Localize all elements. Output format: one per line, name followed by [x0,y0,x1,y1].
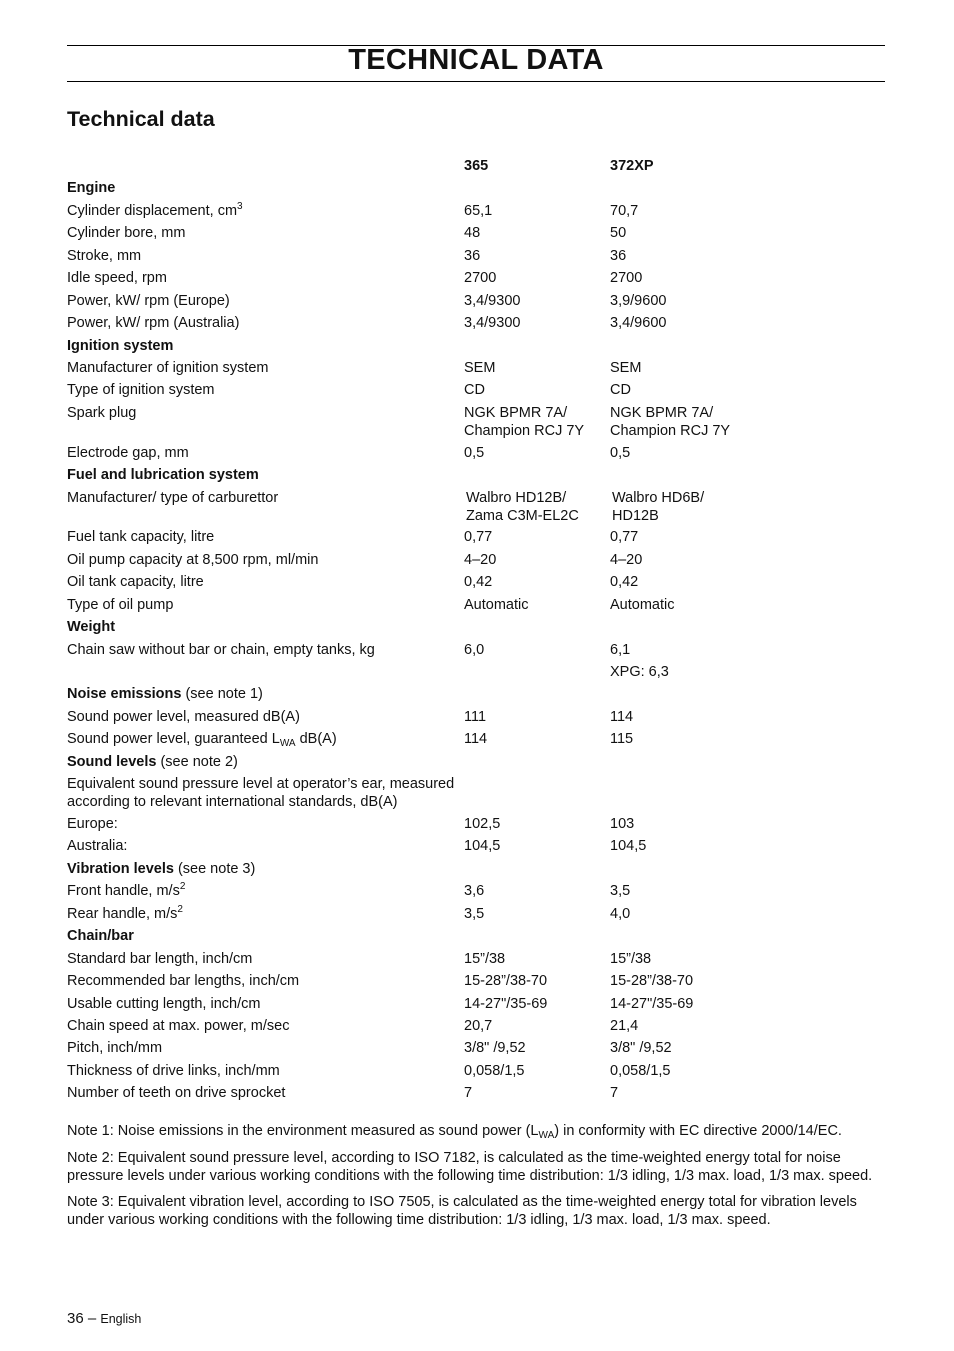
page-footer [67,1310,141,1327]
spec-value-372xp: Walbro HD6B/ HD12B [612,490,705,524]
spec-label: Cylinder displacement, $cm^3$ [67,201,243,219]
group-heading: Fuel and lubrication system [67,467,259,483]
spec-label: Spark plug [67,405,137,421]
spec-value-365: Automatic [464,597,529,613]
spec-value-372xp: 0,058/1,5 [610,1063,671,1079]
superscript: 2 [177,904,183,915]
spec-label: Idle speed, rpm [67,270,167,286]
spec-value-365: CD [464,382,485,398]
spec-label: Sound power level, measured dB(A) [67,709,300,725]
spec-value-365: 4–20 [464,552,497,568]
spec-value-365: 104,5 [464,838,501,854]
spec-label: Manufacturer of ignition system [67,360,269,376]
spec-value-372xp: 50 [610,225,627,241]
spec-value-372xp: 21,4 [610,1018,639,1034]
spec-label: Europe: [67,816,118,832]
note-1: Note 1: Noise emissions in the environment measured as sound power $(L_{WA})$ in conformity with EC directive 2000/14/EC. [67,1123,842,1141]
spec-value-365: 3,4/9300 [464,293,521,309]
spec-value-365: 0,5 [464,445,485,461]
spec-value-372xp: Automatic [610,597,675,613]
spec-value-372xp: 103 [610,816,635,832]
spec-value-365: Walbro HD12B/ Zama C3M-EL2C [466,490,579,524]
spec-label: Stroke, mm [67,248,142,264]
spec-value-365: 114 [464,731,488,747]
spec-label: Oil tank capacity, litre [67,574,204,590]
spec-value-365: 2700 [464,270,497,286]
spec-value-372xp: SEM [610,360,642,376]
spec-value-372xp: 70,7 [610,203,639,219]
spec-label: Sound power level, guaranteed $L_{WA}$ dB(A) [67,731,337,749]
spec-label: Fuel tank capacity, litre [67,529,215,545]
group-heading: Ignition system [67,338,174,354]
spec-value-365: 3/8" /9,52 [464,1040,526,1056]
spec-value-372xp: 3,4/9600 [610,315,667,331]
spec-value-372xp: 15-28”/38-70 [610,973,694,989]
header-bottom-rule [67,81,885,82]
spec-value-372xp: 14-27"/35-69 [610,996,694,1012]
spec-value-365: 15-28”/38-70 [464,973,548,989]
spec-value-372xp: 2700 [610,270,643,286]
group-heading: Chain/bar [67,928,134,944]
spec-label: Power, kW/ rpm (Europe) [67,293,230,309]
spec-label: Front handle, $m/s^2$ [67,881,186,899]
spec-value-372xp: 0,77 [610,529,639,545]
spec-value-372xp: 3,9/9600 [610,293,667,309]
spec-label: Electrode gap, mm [67,445,189,461]
spec-value-372xp: 4,0 [610,906,631,922]
spec-value-365: 14-27"/35-69 [464,996,548,1012]
spec-value-365: 15”/38 [464,951,506,967]
spec-value-365: SEM [464,360,496,376]
spec-label: Australia: [67,838,128,854]
spec-value-372xp: 104,5 [610,838,647,854]
spec-label: Power, kW/ rpm (Australia) [67,315,240,331]
spec-value-372xp: CD [610,382,631,398]
spec-label: Usable cutting length, inch/cm [67,996,261,1012]
note-2: Note 2: Equivalent sound pressure level, according to ISO 7182, is calculated as the time-weighted energy total for noise pressure levels under various working conditions with the following time distribution: 1/3 idling, 1/3 max. load, 1/3 max. speed. [67,1150,873,1184]
spec-value-372xp: 3,5 [610,883,631,899]
page-number: 36 – [67,1310,97,1327]
subscript: WA [279,738,296,749]
spec-value-365: NGK BPMR 7A/ Champion RCJ 7Y [464,405,585,439]
subscript: WA [538,1130,555,1141]
spec-value-365: 3,6 [464,883,485,899]
spec-label: Recommended bar lengths, inch/cm [67,973,300,989]
spec-value-365: 0,42 [464,574,493,590]
spec-label: Standard bar length, inch/cm [67,951,253,967]
spec-value-365: 3,5 [464,906,485,922]
spec-label: Type of oil pump [67,597,174,613]
spec-label: Chain speed at max. power, m/sec [67,1018,290,1034]
spec-value-365: 7 [464,1085,473,1101]
spec-value-365: 102,5 [464,816,501,832]
spec-value-372xp: 15”/38 [610,951,652,967]
spec-value-372xp: 36 [610,248,627,264]
spec-label: Equivalent sound pressure level at operator’s ear, measured according to relevant international standards, dB(A) [67,776,455,810]
group-heading: Sound levels (see note 2) [67,754,238,770]
note-3: Note 3: Equivalent vibration level, according to ISO 7505, is calculated as the time-weighted energy total for vibration levels under various working conditions with the following time distribution: 1/3 idling, 1/3 max. load, 1/3 max. speed. [67,1194,857,1228]
spec-value-365: 36 [464,248,481,264]
footer-language: English [100,1312,142,1326]
spec-value-372xp: 7 [610,1085,619,1101]
spec-value-365: 0,058/1,5 [464,1063,525,1079]
spec-value-365: 65,1 [464,203,493,219]
spec-label: Rear handle, $m/s^2$ [67,904,183,922]
spec-value-365: 6,0 [464,642,485,658]
spec-value-372xp: 6,1 XPG: 6,3 [610,642,669,680]
spec-value-372xp: 115 [610,731,634,747]
spec-value-372xp: 0,42 [610,574,639,590]
spec-value-372xp: 3/8" /9,52 [610,1040,672,1056]
section-title: Technical data [67,107,215,131]
spec-label: Number of teeth on drive sprocket [67,1085,286,1101]
spec-value-372xp: 4–20 [610,552,643,568]
model-372xp-header: 372XP [610,158,654,174]
spec-label: Manufacturer/ type of carburettor [67,490,279,506]
spec-label: Thickness of drive links, inch/mm [67,1063,280,1079]
spec-value-372xp: 114 [610,709,634,725]
spec-value-365: 111 [464,709,487,725]
group-heading: Vibration levels (see note 3) [67,861,256,877]
spec-label: Cylinder bore, mm [67,225,186,241]
spec-value-372xp: 0,5 [610,445,631,461]
spec-value-365: 0,77 [464,529,493,545]
group-heading: Engine [67,180,116,196]
superscript: 3 [237,201,243,212]
spec-label: Chain saw without bar or chain, empty tanks, kg [67,642,375,658]
superscript: 2 [179,881,186,892]
page-header-title: TECHNICAL DATA [348,44,604,76]
spec-value-365: 3,4/9300 [464,315,521,331]
spec-value-365: 48 [464,225,481,241]
spec-label: Pitch, inch/mm [67,1040,163,1056]
group-heading: Weight [67,619,116,635]
group-heading: Noise emissions (see note 1) [67,686,263,702]
spec-value-372xp: NGK BPMR 7A/ Champion RCJ 7Y [610,405,731,439]
spec-label: Oil pump capacity at 8,500 rpm, ml/min [67,552,319,568]
spec-value-365: 20,7 [464,1018,493,1034]
model-365-header: 365 [464,158,489,174]
spec-label: Type of ignition system [67,382,215,398]
